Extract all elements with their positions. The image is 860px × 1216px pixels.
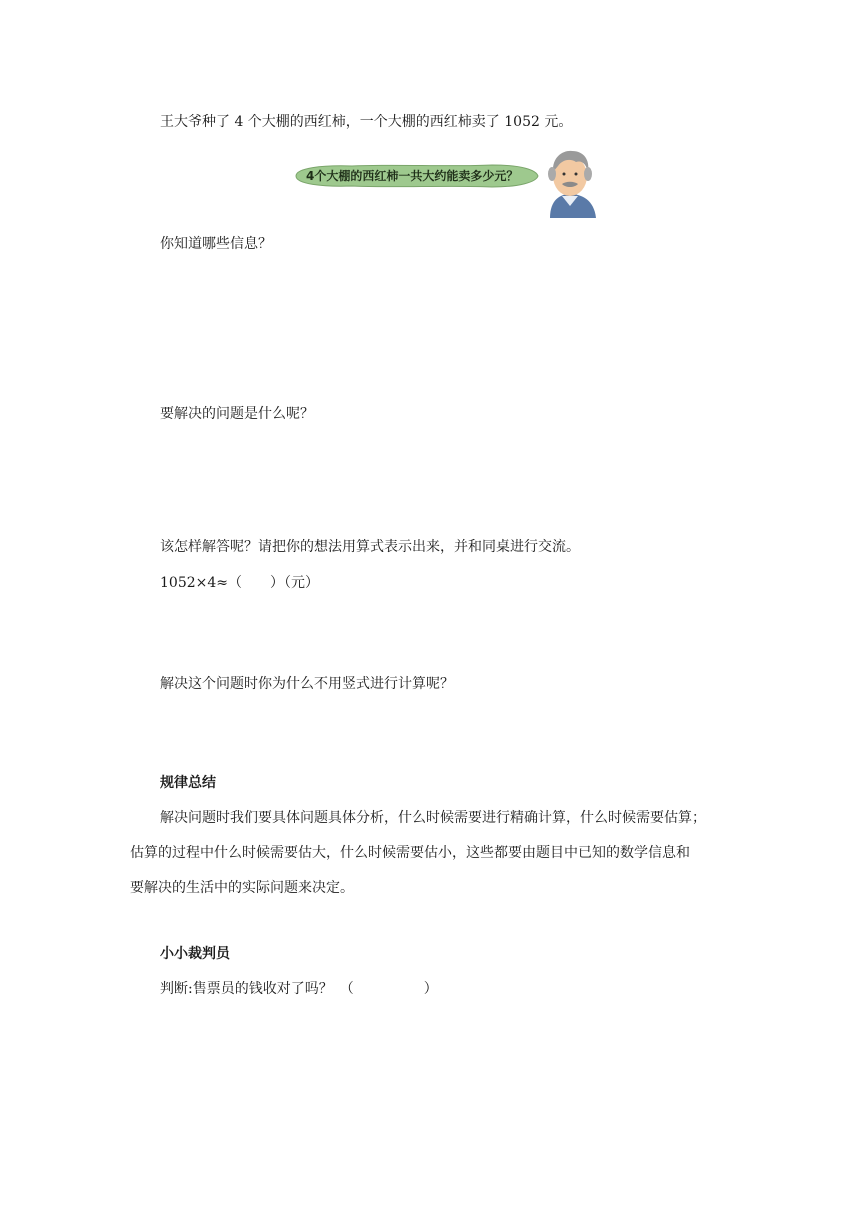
question-problem: 要解决的问题是什么呢？ — [160, 406, 314, 422]
summary-line-1: 解决问题时我们要具体问题具体分析，什么时候需要进行精确计算，什么时候需要估算； — [160, 810, 706, 826]
summary-heading: 规律总结 — [160, 775, 216, 791]
judge-question: 判断:售票员的钱收对了吗？ （ ） — [160, 981, 438, 997]
intro-text: 王大爷种了 4 个大棚的西红柿，一个大棚的西红柿卖了 1052 元。 — [160, 114, 573, 130]
question-why: 解决这个问题时你为什么不用竖式进行计算呢？ — [160, 676, 454, 692]
summary-line-2: 估算的过程中什么时候需要估大，什么时候需要估小，这些都要由题目中已知的数学信息和 — [130, 845, 690, 861]
question-info: 你知道哪些信息？ — [160, 236, 272, 252]
illustration-grandpa-speech — [292, 148, 602, 220]
formula: 1052×4≈（ ）（元） — [160, 575, 319, 591]
grandpa-illustration — [542, 148, 598, 218]
judge-heading: 小小裁判员 — [160, 946, 230, 962]
speech-bubble-text: 4个大棚的西红柿一共大约能卖多少元？ — [306, 169, 519, 183]
summary-line-3: 要解决的生活中的实际问题来决定。 — [130, 880, 354, 896]
question-solve: 该怎样解答呢？请把你的想法用算式表示出来，并和同桌进行交流。 — [160, 539, 580, 555]
